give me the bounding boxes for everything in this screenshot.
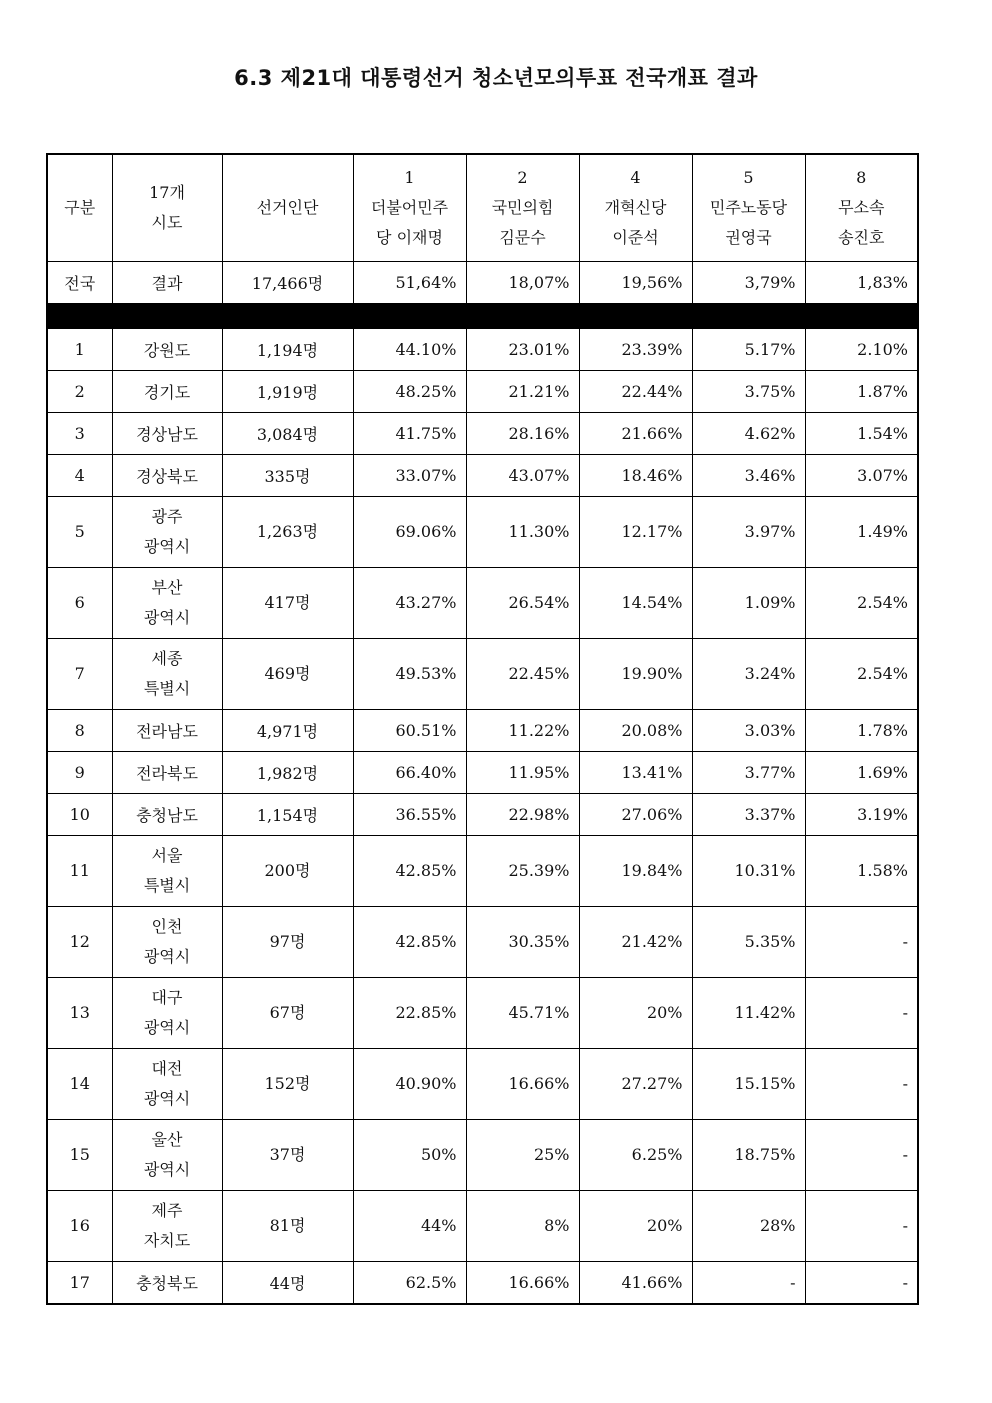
results-table — [46, 153, 919, 1305]
row-result: 28% — [692, 1191, 805, 1262]
row-result: - — [805, 907, 918, 978]
row-result: 18.75% — [692, 1120, 805, 1191]
table-row — [47, 568, 918, 639]
row-result: 48.25% — [353, 371, 466, 413]
row-result: 11.95% — [466, 752, 579, 794]
sido-line: 경기도 — [143, 383, 191, 402]
row-result: 44% — [353, 1191, 466, 1262]
candidate-party: 국민의힘 — [491, 198, 554, 217]
row-voters: 200명 — [222, 836, 353, 907]
row-result: 11.30% — [466, 497, 579, 568]
sido-line: 세종 — [151, 649, 183, 668]
candidate-number: 5 — [743, 168, 754, 187]
national-result: 51,64% — [353, 262, 466, 304]
row-result: 1.54% — [805, 413, 918, 455]
sido-line: 전라남도 — [136, 722, 198, 741]
row-voters: 3,084명 — [222, 413, 353, 455]
row-voters: 1,154명 — [222, 794, 353, 836]
candidate-number: 8 — [856, 168, 867, 187]
row-result: 20% — [579, 1191, 692, 1262]
row-result: 3.75% — [692, 371, 805, 413]
row-sido — [112, 413, 222, 455]
sido-line: 경상북도 — [136, 467, 198, 486]
row-result: 21.66% — [579, 413, 692, 455]
row-voters: 1,982명 — [222, 752, 353, 794]
table-row — [47, 413, 918, 455]
row-result: 42.85% — [353, 836, 466, 907]
row-result: 10.31% — [692, 836, 805, 907]
row-result: 5.17% — [692, 329, 805, 371]
candidate-name: 당 이재명 — [376, 228, 443, 247]
row-result: 22.45% — [466, 639, 579, 710]
national-voters: 17,466명 — [222, 262, 353, 304]
row-result: 28.16% — [466, 413, 579, 455]
row-voters: 97명 — [222, 907, 353, 978]
row-sido — [112, 710, 222, 752]
row-sido — [112, 794, 222, 836]
row-result: 4.62% — [692, 413, 805, 455]
row-number: 6 — [47, 568, 112, 639]
row-result: 22.98% — [466, 794, 579, 836]
sido-line: 제주 — [151, 1201, 183, 1220]
candidate-number: 2 — [517, 168, 528, 187]
row-result: 45.71% — [466, 978, 579, 1049]
row-result: 1.69% — [805, 752, 918, 794]
row-result: 3.03% — [692, 710, 805, 752]
separator-bar — [47, 304, 918, 329]
table-row — [47, 1120, 918, 1191]
table-row — [47, 794, 918, 836]
row-voters: 81명 — [222, 1191, 353, 1262]
sido-line: 광역시 — [143, 1160, 191, 1179]
national-row — [47, 262, 918, 304]
row-result: 2.54% — [805, 568, 918, 639]
national-label: 전국 — [47, 262, 112, 304]
row-sido — [112, 752, 222, 794]
row-result: 27.27% — [579, 1049, 692, 1120]
sido-line: 특별시 — [143, 876, 191, 895]
table-row — [47, 639, 918, 710]
row-number: 12 — [47, 907, 112, 978]
table-row — [47, 978, 918, 1049]
row-result: 1.78% — [805, 710, 918, 752]
row-result: 1.09% — [692, 568, 805, 639]
sido-line: 광역시 — [143, 947, 191, 966]
header-row — [47, 154, 918, 262]
row-sido — [112, 836, 222, 907]
row-number: 17 — [47, 1262, 112, 1305]
row-result: - — [805, 1049, 918, 1120]
national-result: 3,79% — [692, 262, 805, 304]
row-voters: 417명 — [222, 568, 353, 639]
table-row — [47, 1049, 918, 1120]
row-result: 43.07% — [466, 455, 579, 497]
row-result: 25.39% — [466, 836, 579, 907]
row-result: 20.08% — [579, 710, 692, 752]
row-number: 4 — [47, 455, 112, 497]
table-row — [47, 907, 918, 978]
row-result: 16.66% — [466, 1049, 579, 1120]
sido-line: 서울 — [151, 846, 183, 865]
table-row — [47, 752, 918, 794]
national-result: 19,56% — [579, 262, 692, 304]
sido-line: 대전 — [151, 1059, 183, 1078]
row-voters: 67명 — [222, 978, 353, 1049]
row-number: 13 — [47, 978, 112, 1049]
row-result: 3.46% — [692, 455, 805, 497]
header-sido — [112, 154, 222, 262]
row-result: 3.07% — [805, 455, 918, 497]
row-result: 23.39% — [579, 329, 692, 371]
row-sido — [112, 1191, 222, 1262]
row-result: 6.25% — [579, 1120, 692, 1191]
row-number: 14 — [47, 1049, 112, 1120]
row-voters: 1,263명 — [222, 497, 353, 568]
candidate-party: 무소속 — [838, 198, 885, 217]
row-result: 1.49% — [805, 497, 918, 568]
row-result: - — [805, 1120, 918, 1191]
row-result: 16.66% — [466, 1262, 579, 1305]
row-voters: 335명 — [222, 455, 353, 497]
row-result: 42.85% — [353, 907, 466, 978]
row-number: 16 — [47, 1191, 112, 1262]
candidate-party: 민주노동당 — [709, 198, 788, 217]
row-sido — [112, 639, 222, 710]
sido-line: 광역시 — [143, 608, 191, 627]
header-sido-line2: 시도 — [151, 213, 183, 232]
row-result: 3.37% — [692, 794, 805, 836]
table-row — [47, 836, 918, 907]
national-result: 1,83% — [805, 262, 918, 304]
table-row — [47, 1262, 918, 1305]
sido-line: 특별시 — [143, 679, 191, 698]
row-voters: 37명 — [222, 1120, 353, 1191]
row-number: 2 — [47, 371, 112, 413]
table-row — [47, 371, 918, 413]
candidate-name: 권영국 — [725, 228, 772, 247]
row-sido — [112, 568, 222, 639]
row-result: 20% — [579, 978, 692, 1049]
sido-line: 충청북도 — [136, 1274, 198, 1293]
sido-line: 울산 — [151, 1130, 183, 1149]
row-result: 30.35% — [466, 907, 579, 978]
candidate-number: 4 — [630, 168, 641, 187]
row-number: 8 — [47, 710, 112, 752]
row-sido — [112, 1262, 222, 1305]
row-result: 23.01% — [466, 329, 579, 371]
row-result: 14.54% — [579, 568, 692, 639]
row-result: 21.21% — [466, 371, 579, 413]
sido-line: 광역시 — [143, 537, 191, 556]
sido-line: 전라북도 — [136, 764, 198, 783]
national-sido: 결과 — [112, 262, 222, 304]
row-result: 3.77% — [692, 752, 805, 794]
row-voters: 1,194명 — [222, 329, 353, 371]
row-sido — [112, 371, 222, 413]
row-result: 18.46% — [579, 455, 692, 497]
row-result: 50% — [353, 1120, 466, 1191]
row-voters: 469명 — [222, 639, 353, 710]
row-voters: 44명 — [222, 1262, 353, 1305]
national-result: 18,07% — [466, 262, 579, 304]
row-voters: 4,971명 — [222, 710, 353, 752]
candidate-party: 더불어민주 — [370, 198, 449, 217]
row-result: - — [805, 978, 918, 1049]
sido-line: 강원도 — [143, 341, 191, 360]
row-result: 1.87% — [805, 371, 918, 413]
row-result: 19.84% — [579, 836, 692, 907]
header-candidate-2 — [466, 154, 579, 262]
candidate-name: 송진호 — [838, 228, 885, 247]
row-sido — [112, 1049, 222, 1120]
row-number: 9 — [47, 752, 112, 794]
row-result: - — [805, 1191, 918, 1262]
header-candidate-5 — [692, 154, 805, 262]
row-result: 2.10% — [805, 329, 918, 371]
row-number: 1 — [47, 329, 112, 371]
sido-line: 인천 — [151, 917, 183, 936]
table-row — [47, 1191, 918, 1262]
row-number: 3 — [47, 413, 112, 455]
row-sido — [112, 978, 222, 1049]
row-result: 60.51% — [353, 710, 466, 752]
row-result: 22.44% — [579, 371, 692, 413]
candidate-name: 이준석 — [612, 228, 659, 247]
sido-line: 부산 — [151, 578, 183, 597]
candidate-name: 김문수 — [499, 228, 546, 247]
table-row — [47, 497, 918, 568]
row-result: 19.90% — [579, 639, 692, 710]
row-result: 21.42% — [579, 907, 692, 978]
row-result: 12.17% — [579, 497, 692, 568]
table-row — [47, 329, 918, 371]
sido-line: 광역시 — [143, 1018, 191, 1037]
row-sido — [112, 907, 222, 978]
sido-line: 광역시 — [143, 1089, 191, 1108]
row-sido — [112, 455, 222, 497]
row-result: 33.07% — [353, 455, 466, 497]
row-number: 11 — [47, 836, 112, 907]
row-result: 26.54% — [466, 568, 579, 639]
row-result: 44.10% — [353, 329, 466, 371]
row-result: 36.55% — [353, 794, 466, 836]
row-result: 3.97% — [692, 497, 805, 568]
table-row — [47, 710, 918, 752]
sido-line: 자치도 — [143, 1231, 191, 1250]
row-result: 8% — [466, 1191, 579, 1262]
sido-line: 대구 — [151, 988, 183, 1007]
row-result: 11.22% — [466, 710, 579, 752]
row-result: 66.40% — [353, 752, 466, 794]
row-result: 62.5% — [353, 1262, 466, 1305]
row-voters: 152명 — [222, 1049, 353, 1120]
row-result: - — [692, 1262, 805, 1305]
row-result: 5.35% — [692, 907, 805, 978]
row-result: 27.06% — [579, 794, 692, 836]
row-result: 1.58% — [805, 836, 918, 907]
header-sido-line1: 17개 — [149, 183, 185, 202]
row-result: 2.54% — [805, 639, 918, 710]
row-voters: 1,919명 — [222, 371, 353, 413]
row-result: 41.75% — [353, 413, 466, 455]
header-voters: 선거인단 — [222, 154, 353, 262]
row-result: 49.53% — [353, 639, 466, 710]
candidate-party: 개혁신당 — [604, 198, 667, 217]
table-row — [47, 455, 918, 497]
header-gubun: 구분 — [47, 154, 112, 262]
sido-line: 광주 — [151, 507, 183, 526]
row-result: 22.85% — [353, 978, 466, 1049]
row-number: 10 — [47, 794, 112, 836]
row-result: 41.66% — [579, 1262, 692, 1305]
row-result: 3.24% — [692, 639, 805, 710]
row-result: 69.06% — [353, 497, 466, 568]
sido-line: 충청남도 — [136, 806, 198, 825]
row-result: - — [805, 1262, 918, 1305]
row-number: 7 — [47, 639, 112, 710]
row-sido — [112, 1120, 222, 1191]
row-number: 5 — [47, 497, 112, 568]
row-result: 43.27% — [353, 568, 466, 639]
header-candidate-1 — [353, 154, 466, 262]
row-result: 25% — [466, 1120, 579, 1191]
row-sido — [112, 497, 222, 568]
row-result: 15.15% — [692, 1049, 805, 1120]
row-result: 3.19% — [805, 794, 918, 836]
sido-line: 경상남도 — [136, 425, 198, 444]
row-sido — [112, 329, 222, 371]
row-result: 11.42% — [692, 978, 805, 1049]
header-candidate-8 — [805, 154, 918, 262]
row-result: 13.41% — [579, 752, 692, 794]
row-result: 40.90% — [353, 1049, 466, 1120]
separator-cell — [47, 304, 918, 329]
candidate-number: 1 — [404, 168, 415, 187]
document-title: 6.3 제21대 대통령선거 청소년모의투표 전국개표 결과 — [234, 66, 758, 90]
row-number: 15 — [47, 1120, 112, 1191]
header-candidate-4 — [579, 154, 692, 262]
